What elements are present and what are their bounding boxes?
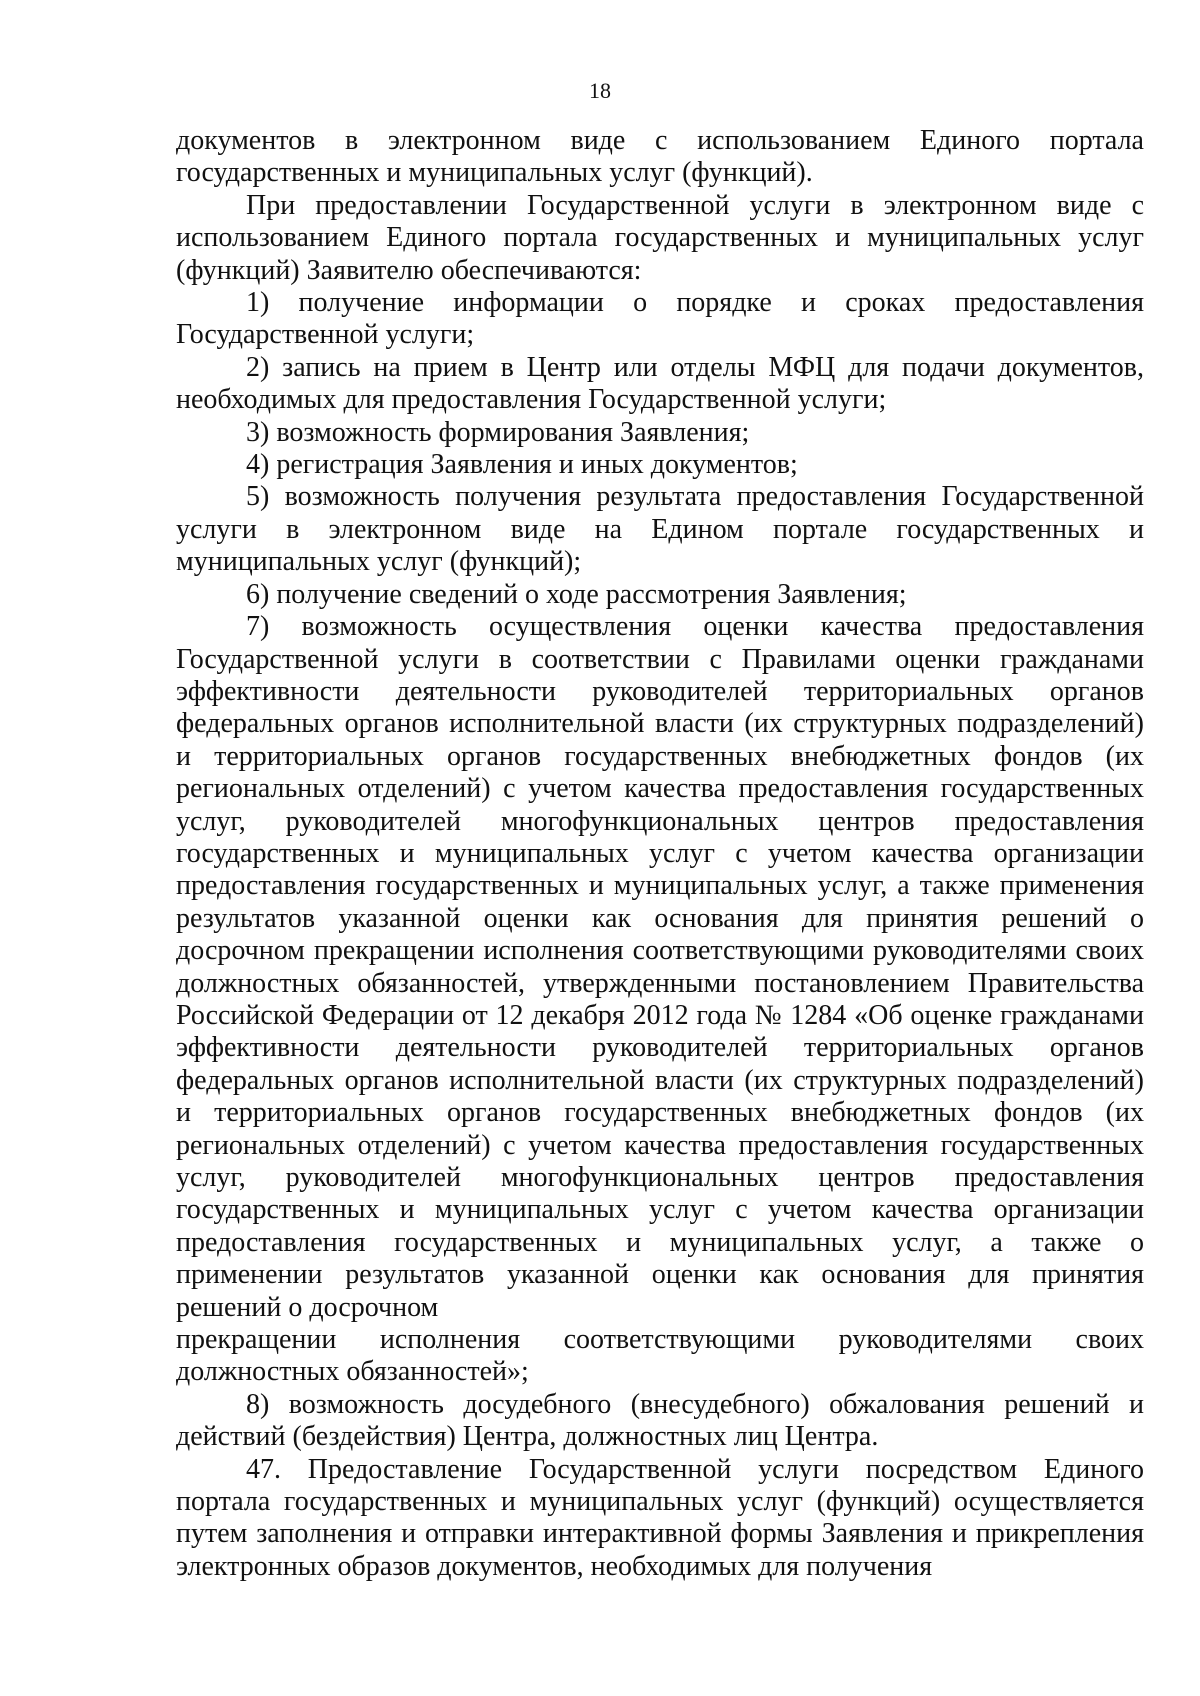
list-item-6: 6) получение сведений о ходе рассмотрения Заявления; — [246, 578, 907, 610]
paragraph-intro: При предоставлении Государственной услуги в электронном виде с использованием Единого портала государственных и муниципальных услуг (функций) Заявителю обеспечиваются: — [176, 189, 1144, 286]
list-item-5: 5) возможность получения результата предоставления Государственной услуги в электронном виде на Едином портале государственных и муниципальных услуг (функций); — [176, 481, 1144, 578]
list-item-2: 2) запись на прием в Центр или отделы МФЦ для подачи документов, необходимых для предоставления Государственной услуги; — [176, 351, 1144, 416]
list-item-3: 3) возможность формирования Заявления; — [246, 416, 750, 448]
paragraph-continuation: документов в электронном виде с использованием Единого портала государственных и муниципальных услуг (функций). — [176, 125, 1144, 189]
paragraph-47: 47. Предоставление Государственной услуги посредством Единого портала государственных и муниципальных услуг (функций) осуществляется путем заполнения и отправки интерактивной формы Заявления и прикрепления электронных образов документов, необходимых для получения — [176, 1453, 1144, 1582]
document-body — [176, 125, 1144, 1583]
list-item-8: 8) возможность досудебного (внесудебного) обжалования решений и действий (бездействия) Центра, должностных лиц Центра. — [176, 1388, 1144, 1453]
list-item-7: 7) возможность осуществления оценки качества предоставления Государственной услуги в соответствии с Правилами оценки гражданами эффективности деятельности руководителей территориальных органов федеральных органов исполнительной власти (их структурных подразделений) и территориальных органов государственных внебюджетных фондов (их региональных отделений) с учетом качества предоставления государственных услуг, руководителей многофункциональных центров предоставления государственных и муниципальных услуг с учетом качества организации предоставления государственных и муниципальных услуг, а также применения результатов указанной оценки как основания для принятия решений о досрочном прекращении исполнения соответствующими руководителями своих должностных обязанностей, утвержденными постановлением Правительства Российской Федерации от 12 декабря 2012 года № 1284 «Об оценке гражданами эффективности деятельности руководителей территориальных органов федеральных органов исполнительной власти (их структурных подразделений) и территориальных органов государственных внебюджетных фондов (их региональных отделений) с учетом качества предоставления государственных услуг, руководителей многофункциональных центров предоставления государственных и муниципальных услуг с учетом качества организации предоставления государственных и муниципальных услуг, а также о применении результатов указанной оценки как основания для принятия решений о досрочном — [176, 611, 1144, 1323]
page-number: 18 — [589, 78, 611, 103]
list-item-7-continuation: прекращении исполнения соответствующими руководителями своих должностных обязанностей»; — [176, 1324, 1144, 1388]
list-item-4: 4) регистрация Заявления и иных документов; — [246, 449, 798, 481]
list-item-1: 1) получение информации о порядке и сроках предоставления Государственной услуги; — [176, 287, 1144, 351]
